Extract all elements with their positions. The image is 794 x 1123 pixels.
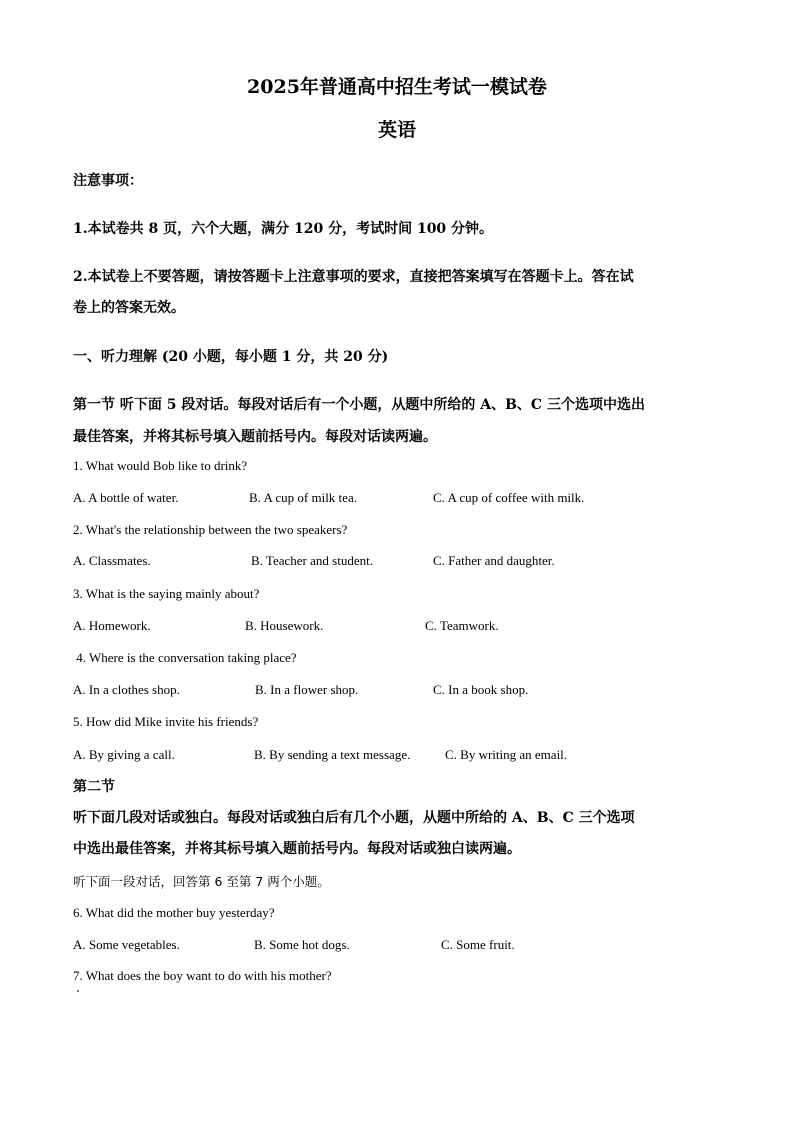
question-3-option-a: A. Homework. (73, 618, 151, 633)
question-5-option-b: B. By sending a text message. (254, 747, 411, 762)
question-1-option-a: A. A bottle of water. (73, 490, 179, 505)
question-1-option-c: C. A cup of coffee with milk. (433, 490, 585, 505)
notice-item-2-line-2: 卷上的答案无效。 (73, 300, 185, 316)
question-2-option-a: A. Classmates. (73, 553, 151, 568)
question-6-option-b: B. Some hot dogs. (254, 937, 350, 952)
section2-sub-intro: 听下面一段对话，回答第 6 至第 7 两个小题。 (73, 874, 330, 889)
question-1: 1. What would Bob like to drink? (73, 458, 248, 473)
question-4-option-b: B. In a flower shop. (255, 682, 359, 697)
section2-intro-line-1: 听下面几段对话或独白。每段对话或独白后有几个小题，从题中所给的 A、B、C 三个选项 (73, 810, 635, 826)
question-2-option-b: B. Teacher and student. (251, 553, 373, 568)
question-6: 6. What did the mother buy yesterday? (73, 905, 275, 920)
question-3: 3. What is the saying mainly about? (73, 586, 260, 601)
exam-title: 2025年普通高中招生考试一模试卷 (247, 76, 547, 98)
question-7: 7. What does the boy want to do with his mother? (73, 968, 332, 983)
question-3-option-b: B. Housework. (245, 618, 324, 633)
question-5: 5. How did Mike invite his friends? (73, 714, 259, 729)
question-4-option-c: C. In a book shop. (433, 682, 529, 697)
section2-heading: 第二节 (73, 779, 115, 795)
section1-intro-line-2: 最佳答案，并将其标号填入题前括号内。每段对话读两遍。 (73, 429, 437, 445)
question-3-option-c: C. Teamwork. (425, 618, 499, 633)
stray-mark (77, 990, 79, 992)
subject-title: 英语 (377, 119, 416, 141)
question-5-option-a: A. By giving a call. (73, 747, 175, 762)
part1-heading: 一、听力理解 (20 小题，每小题 1 分，共 20 分) (73, 349, 389, 365)
question-4: 4. Where is the conversation taking place? (73, 650, 297, 665)
question-2: 2. What's the relationship between the two speakers? (73, 522, 348, 537)
section2-intro-line-2: 中选出最佳答案，并将其标号填入题前括号内。每段对话或独白读两遍。 (73, 841, 521, 857)
question-5-option-c: C. By writing an email. (445, 747, 568, 762)
question-6-option-c: C. Some fruit. (441, 937, 515, 952)
question-6-option-a: A. Some vegetables. (73, 937, 180, 952)
notice-heading: 注意事项： (73, 173, 143, 189)
question-1-option-b: B. A cup of milk tea. (249, 490, 357, 505)
question-2-option-c: C. Father and daughter. (433, 553, 555, 568)
question-4-option-a: A. In a clothes shop. (73, 682, 180, 697)
section1-intro-line-1: 第一节 听下面 5 段对话。每段对话后有一个小题，从题中所给的 A、B、C 三个选项中选出 (73, 397, 645, 413)
notice-item-1: 1.本试卷共 8 页，六个大题，满分 120 分，考试时间 100 分钟。 (73, 221, 494, 237)
notice-item-2-line-1: 2.本试卷上不要答题，请按答题卡上注意事项的要求，直接把答案填写在答题卡上。答在试 (73, 269, 634, 285)
